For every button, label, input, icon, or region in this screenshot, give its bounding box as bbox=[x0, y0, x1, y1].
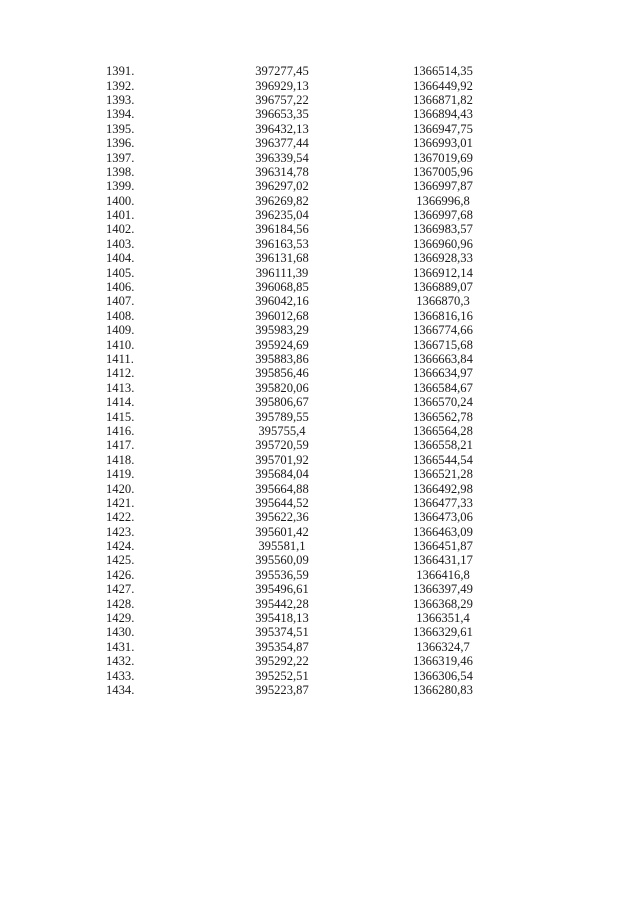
x-coordinate-cell: 396757,22 bbox=[255, 92, 309, 107]
x-coordinate-cell: 395684,04 bbox=[255, 467, 309, 482]
y-coordinate-cell: 1366351,4 bbox=[416, 611, 470, 626]
y-coordinate-cell: 1366544,54 bbox=[413, 452, 473, 467]
point-number-cell: 1395. bbox=[106, 121, 135, 136]
y-coordinate-cell: 1366912,14 bbox=[413, 265, 473, 280]
table-row bbox=[90, 309, 488, 323]
x-coordinate-cell: 395292,22 bbox=[255, 654, 309, 669]
table-row bbox=[90, 251, 488, 265]
y-coordinate-cell: 1366634,97 bbox=[413, 366, 473, 381]
y-coordinate-cell: 1366928,33 bbox=[413, 251, 473, 266]
table-row bbox=[90, 525, 488, 539]
y-coordinate-cell: 1366570,24 bbox=[413, 395, 473, 410]
table-row bbox=[90, 93, 488, 107]
y-coordinate-cell: 1366473,06 bbox=[413, 510, 473, 525]
table-row bbox=[90, 553, 488, 567]
x-coordinate-cell: 395418,13 bbox=[255, 611, 309, 626]
table-row bbox=[90, 136, 488, 150]
point-number-cell: 1419. bbox=[106, 467, 135, 482]
table-row bbox=[90, 596, 488, 610]
y-coordinate-cell: 1366871,82 bbox=[413, 92, 473, 107]
coordinates-table-body bbox=[90, 64, 488, 697]
point-number-cell: 1425. bbox=[106, 553, 135, 568]
x-coordinate-cell: 395374,51 bbox=[255, 625, 309, 640]
x-coordinate-cell: 395701,92 bbox=[255, 452, 309, 467]
y-coordinate-cell: 1366280,83 bbox=[413, 682, 473, 697]
point-number-cell: 1431. bbox=[106, 639, 135, 654]
point-number-cell: 1418. bbox=[106, 452, 135, 467]
x-coordinate-cell: 395581,1 bbox=[258, 539, 306, 554]
point-number-cell: 1397. bbox=[106, 150, 135, 165]
y-coordinate-cell: 1366306,54 bbox=[413, 668, 473, 683]
point-number-cell: 1429. bbox=[106, 611, 135, 626]
x-coordinate-cell: 395883,86 bbox=[255, 352, 309, 366]
point-number-cell: 1394. bbox=[106, 107, 135, 122]
point-number-cell: 1407. bbox=[106, 294, 135, 309]
x-coordinate-cell: 395622,36 bbox=[255, 510, 309, 525]
point-number-cell: 1412. bbox=[106, 366, 135, 381]
point-number-cell: 1406. bbox=[106, 280, 135, 295]
point-number-cell: 1417. bbox=[106, 438, 135, 453]
table-row bbox=[90, 122, 488, 136]
point-number-cell: 1392. bbox=[106, 78, 135, 93]
y-coordinate-cell: 1366816,16 bbox=[413, 308, 473, 323]
y-coordinate-cell: 1366451,87 bbox=[413, 539, 473, 554]
y-coordinate-cell: 1366463,09 bbox=[413, 524, 473, 539]
table-row bbox=[90, 453, 488, 467]
table-row bbox=[90, 294, 488, 308]
point-number-cell: 1422. bbox=[106, 510, 135, 525]
point-number-cell: 1433. bbox=[106, 668, 135, 683]
y-coordinate-cell: 1366774,66 bbox=[413, 323, 473, 338]
x-coordinate-cell: 396314,78 bbox=[255, 164, 309, 179]
point-number-cell: 1426. bbox=[106, 567, 135, 582]
table-row bbox=[90, 222, 488, 236]
point-number-cell: 1404. bbox=[106, 251, 135, 266]
point-number-cell: 1428. bbox=[106, 596, 135, 611]
x-coordinate-cell: 395644,52 bbox=[255, 495, 309, 510]
y-coordinate-cell: 1366983,57 bbox=[413, 222, 473, 237]
y-coordinate-cell: 1366894,43 bbox=[413, 107, 473, 122]
table-row bbox=[90, 381, 488, 395]
y-coordinate-cell: 1366324,7 bbox=[416, 639, 470, 654]
x-coordinate-cell: 395252,51 bbox=[255, 668, 309, 683]
table-row bbox=[90, 395, 488, 409]
x-coordinate-cell: 395806,67 bbox=[255, 395, 309, 410]
y-coordinate-cell: 1366397,49 bbox=[413, 582, 473, 597]
y-coordinate-cell: 1366584,67 bbox=[413, 380, 473, 395]
table-row bbox=[90, 352, 488, 366]
point-number-cell: 1415. bbox=[106, 409, 135, 424]
y-coordinate-cell: 1366960,96 bbox=[413, 236, 473, 251]
y-coordinate-cell: 1366996,8 bbox=[416, 193, 470, 208]
y-coordinate-cell: 1366870,3 bbox=[416, 294, 470, 309]
x-coordinate-cell: 396131,68 bbox=[255, 251, 309, 266]
y-coordinate-cell: 1366368,29 bbox=[413, 596, 473, 611]
table-row bbox=[90, 568, 488, 582]
table-row bbox=[90, 179, 488, 193]
x-coordinate-cell: 396432,13 bbox=[255, 121, 309, 136]
x-coordinate-cell: 396269,82 bbox=[255, 193, 309, 208]
x-coordinate-cell: 396184,56 bbox=[255, 222, 309, 237]
x-coordinate-cell: 395755,4 bbox=[258, 423, 306, 438]
x-coordinate-cell: 396929,13 bbox=[255, 78, 309, 93]
y-coordinate-cell: 1366558,21 bbox=[413, 438, 473, 453]
point-number-cell: 1416. bbox=[106, 423, 135, 438]
point-number-cell: 1405. bbox=[106, 265, 135, 280]
y-coordinate-cell: 1366449,92 bbox=[413, 78, 473, 93]
table-row bbox=[90, 150, 488, 164]
table-row bbox=[90, 366, 488, 380]
y-coordinate-cell: 1366562,78 bbox=[413, 409, 473, 424]
table-row bbox=[90, 78, 488, 92]
table-row bbox=[90, 323, 488, 337]
point-number-cell: 1402. bbox=[106, 222, 135, 237]
x-coordinate-cell: 395442,28 bbox=[255, 596, 309, 611]
point-number-cell: 1432. bbox=[106, 654, 135, 669]
point-number-cell: 1401. bbox=[106, 208, 135, 223]
x-coordinate-cell: 396012,68 bbox=[255, 308, 309, 323]
x-coordinate-cell: 396235,04 bbox=[255, 208, 309, 223]
x-coordinate-cell: 396068,85 bbox=[255, 280, 309, 295]
x-coordinate-cell: 395664,88 bbox=[255, 481, 309, 496]
point-number-cell: 1427. bbox=[106, 582, 135, 597]
table-row bbox=[90, 582, 488, 596]
table-row bbox=[90, 107, 488, 121]
y-coordinate-cell: 1366477,33 bbox=[413, 495, 473, 510]
point-number-cell: 1399. bbox=[106, 179, 135, 194]
point-number-cell: 1398. bbox=[106, 164, 135, 179]
table-row bbox=[90, 265, 488, 279]
table-row bbox=[90, 438, 488, 452]
table-row bbox=[90, 237, 488, 251]
y-coordinate-cell: 1366889,07 bbox=[413, 280, 473, 295]
y-coordinate-cell: 1366997,68 bbox=[413, 208, 473, 223]
x-coordinate-cell: 396163,53 bbox=[255, 236, 309, 251]
table-row bbox=[90, 668, 488, 682]
point-number-cell: 1424. bbox=[106, 539, 135, 554]
x-coordinate-cell: 396653,35 bbox=[255, 107, 309, 122]
y-coordinate-cell: 1366431,17 bbox=[413, 553, 473, 568]
x-coordinate-cell: 395536,59 bbox=[255, 567, 309, 582]
table-row bbox=[90, 611, 488, 625]
table-row bbox=[90, 337, 488, 351]
x-coordinate-cell: 395924,69 bbox=[255, 337, 309, 352]
point-number-cell: 1430. bbox=[106, 625, 135, 640]
y-coordinate-cell: 1366663,84 bbox=[413, 352, 473, 366]
x-coordinate-cell: 396297,02 bbox=[255, 179, 309, 194]
x-coordinate-cell: 396339,54 bbox=[255, 150, 309, 165]
y-coordinate-cell: 1366993,01 bbox=[413, 136, 473, 151]
table-row bbox=[90, 683, 488, 697]
y-coordinate-cell: 1366416,8 bbox=[416, 567, 470, 582]
x-coordinate-cell: 395223,87 bbox=[255, 682, 309, 697]
table-row bbox=[90, 496, 488, 510]
table-row bbox=[90, 467, 488, 481]
x-coordinate-cell: 396042,16 bbox=[255, 294, 309, 309]
point-number-cell: 1421. bbox=[106, 495, 135, 510]
y-coordinate-cell: 1367019,69 bbox=[413, 150, 473, 165]
point-number-cell: 1409. bbox=[106, 323, 135, 338]
x-coordinate-cell: 396377,44 bbox=[255, 136, 309, 151]
point-number-cell: 1414. bbox=[106, 395, 135, 410]
point-number-cell: 1393. bbox=[106, 92, 135, 107]
table-row bbox=[90, 194, 488, 208]
x-coordinate-cell: 395983,29 bbox=[255, 323, 309, 338]
x-coordinate-cell: 395720,59 bbox=[255, 438, 309, 453]
point-number-cell: 1400. bbox=[106, 193, 135, 208]
x-coordinate-cell: 395789,55 bbox=[255, 409, 309, 424]
point-number-cell: 1410. bbox=[106, 337, 135, 352]
y-coordinate-cell: 1367005,96 bbox=[413, 164, 473, 179]
x-coordinate-cell: 395856,46 bbox=[255, 366, 309, 381]
y-coordinate-cell: 1366715,68 bbox=[413, 337, 473, 352]
table-row bbox=[90, 654, 488, 668]
x-coordinate-cell: 395496,61 bbox=[255, 582, 309, 597]
point-number-cell: 1411. bbox=[106, 352, 134, 366]
y-coordinate-cell: 1366564,28 bbox=[413, 423, 473, 438]
table-row bbox=[90, 510, 488, 524]
table-row bbox=[90, 539, 488, 553]
point-number-cell: 1423. bbox=[106, 524, 135, 539]
table-row bbox=[90, 481, 488, 495]
point-number-cell: 1391. bbox=[106, 64, 135, 79]
point-number-cell: 1413. bbox=[106, 380, 135, 395]
table-row bbox=[90, 640, 488, 654]
y-coordinate-cell: 1366947,75 bbox=[413, 121, 473, 136]
x-coordinate-cell: 395354,87 bbox=[255, 639, 309, 654]
point-number-cell: 1403. bbox=[106, 236, 135, 251]
x-coordinate-cell: 397277,45 bbox=[255, 64, 309, 79]
y-coordinate-cell: 1366997,87 bbox=[413, 179, 473, 194]
table-row bbox=[90, 409, 488, 423]
x-coordinate-cell: 396111,39 bbox=[255, 265, 309, 280]
table-row bbox=[90, 280, 488, 294]
table-row bbox=[90, 64, 488, 78]
table-row bbox=[90, 208, 488, 222]
table-row bbox=[90, 424, 488, 438]
y-coordinate-cell: 1366319,46 bbox=[413, 654, 473, 669]
x-coordinate-cell: 395820,06 bbox=[255, 380, 309, 395]
table-row bbox=[90, 625, 488, 639]
point-number-cell: 1396. bbox=[106, 136, 135, 151]
point-number-cell: 1408. bbox=[106, 308, 135, 323]
x-coordinate-cell: 395601,42 bbox=[255, 524, 309, 539]
y-coordinate-cell: 1366521,28 bbox=[413, 467, 473, 482]
y-coordinate-cell: 1366492,98 bbox=[413, 481, 473, 496]
point-number-cell: 1434. bbox=[106, 682, 135, 697]
coordinates-table bbox=[90, 64, 488, 697]
point-number-cell: 1420. bbox=[106, 481, 135, 496]
table-row bbox=[90, 165, 488, 179]
y-coordinate-cell: 1366329,61 bbox=[413, 625, 473, 640]
x-coordinate-cell: 395560,09 bbox=[255, 553, 309, 568]
y-coordinate-cell: 1366514,35 bbox=[413, 64, 473, 79]
